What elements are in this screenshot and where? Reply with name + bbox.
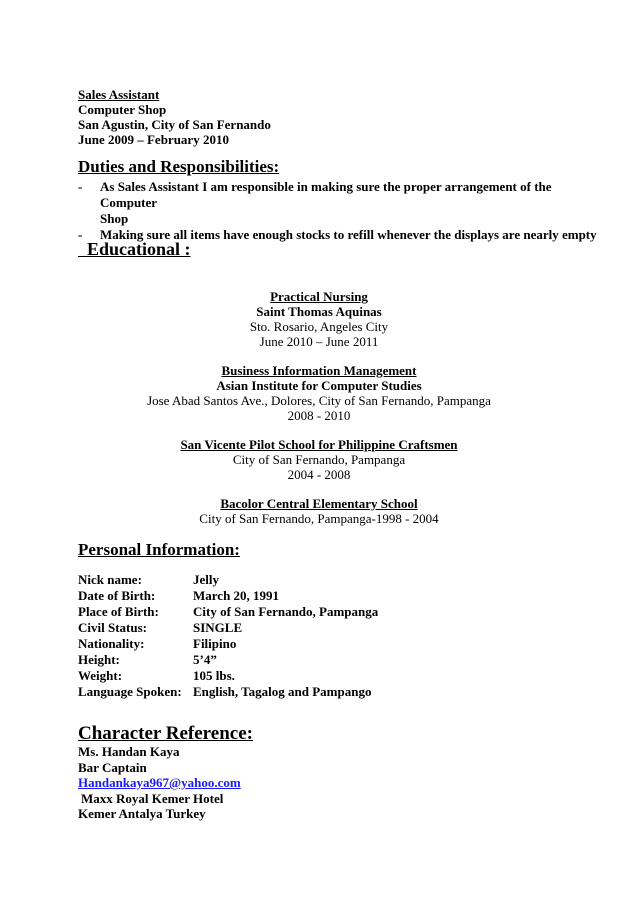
personal-value: Filipino xyxy=(193,636,237,651)
education-heading-indent xyxy=(78,239,87,259)
edu-school: San Vicente Pilot School for Philippine Craftsmen xyxy=(180,437,458,452)
duty-text-line: Shop xyxy=(100,211,129,226)
reference-location: Kemer Antalya Turkey xyxy=(78,806,206,821)
personal-value: 5’4” xyxy=(193,652,217,667)
personal-row xyxy=(78,588,378,604)
edu-course: Practical Nursing xyxy=(270,289,368,304)
edu-school: Saint Thomas Aquinas xyxy=(256,304,382,319)
job-location: San Agustin, City of San Fernando xyxy=(78,117,271,132)
duty-item xyxy=(78,179,608,227)
edu-period: 2004 - 2008 xyxy=(287,467,351,482)
duties-heading: Duties and Responsibilities: xyxy=(78,157,280,176)
personal-row xyxy=(78,636,378,652)
personal-value: City of San Fernando, Pampanga xyxy=(193,604,379,619)
personal-value: Jelly xyxy=(193,572,219,587)
personal-row xyxy=(78,652,378,668)
personal-value: March 20, 1991 xyxy=(193,588,280,603)
reference-name: Ms. Handan Kaya xyxy=(78,744,180,759)
personal-key: Date of Birth: xyxy=(78,588,156,603)
reference-company: Maxx Royal Kemer Hotel xyxy=(81,790,224,806)
reference-block xyxy=(78,744,241,822)
personal-key: Height: xyxy=(78,652,120,667)
personal-key: Language Spoken: xyxy=(78,684,182,699)
reference-position: Bar Captain xyxy=(78,759,147,775)
personal-value: SINGLE xyxy=(193,620,243,635)
job-block xyxy=(78,87,271,147)
personal-row xyxy=(78,604,378,620)
personal-heading: Personal Information: xyxy=(78,540,240,559)
duty-text-line: Making sure all items have enough stocks to refill whenever the displays are nearly empty xyxy=(100,227,597,242)
edu-school: Asian Institute for Computer Studies xyxy=(216,378,422,393)
job-company: Computer Shop xyxy=(78,102,167,117)
personal-key: Weight: xyxy=(78,668,123,683)
personal-row xyxy=(78,668,378,684)
edu-course: Business Information Management xyxy=(221,363,417,378)
job-title: Sales Assistant xyxy=(78,87,160,102)
personal-row xyxy=(78,620,378,636)
edu-address: Sto. Rosario, Angeles City xyxy=(249,319,389,334)
edu-period: June 2010 – June 2011 xyxy=(259,334,379,349)
personal-key: Nick name: xyxy=(78,572,142,587)
duties-list xyxy=(78,179,608,243)
edu-school: Bacolor Central Elementary School xyxy=(220,496,418,511)
personal-key: Place of Birth: xyxy=(78,604,159,619)
personal-value: 105 lbs. xyxy=(193,668,235,683)
duty-dash: - xyxy=(78,227,83,242)
personal-key: Civil Status: xyxy=(78,620,147,635)
education-heading xyxy=(78,239,191,260)
edu-address: Jose Abad Santos Ave., Dolores, City of San Fernando, Pampanga xyxy=(147,393,491,408)
duty-dash: - xyxy=(78,179,83,194)
reference-email-link[interactable]: Handankaya967@yahoo.com xyxy=(78,775,241,790)
personal-info-table xyxy=(78,572,378,700)
duty-text-line: As Sales Assistant I am responsible in making sure the proper arrangement of the Computer xyxy=(100,179,552,210)
edu-address: City of San Fernando, Pampanga xyxy=(232,452,406,467)
edu-period: 2008 - 2010 xyxy=(287,408,351,423)
job-period: June 2009 – February 2010 xyxy=(78,132,229,147)
edu-address: City of San Fernando, Pampanga-1998 - 2004 xyxy=(199,511,439,526)
education-heading-text: Educational : xyxy=(87,239,191,259)
reference-heading: Character Reference: xyxy=(78,723,253,744)
personal-row xyxy=(78,572,378,588)
personal-value: English, Tagalog and Pampango xyxy=(193,684,372,699)
personal-key: Nationality: xyxy=(78,636,145,651)
personal-row xyxy=(78,684,378,700)
